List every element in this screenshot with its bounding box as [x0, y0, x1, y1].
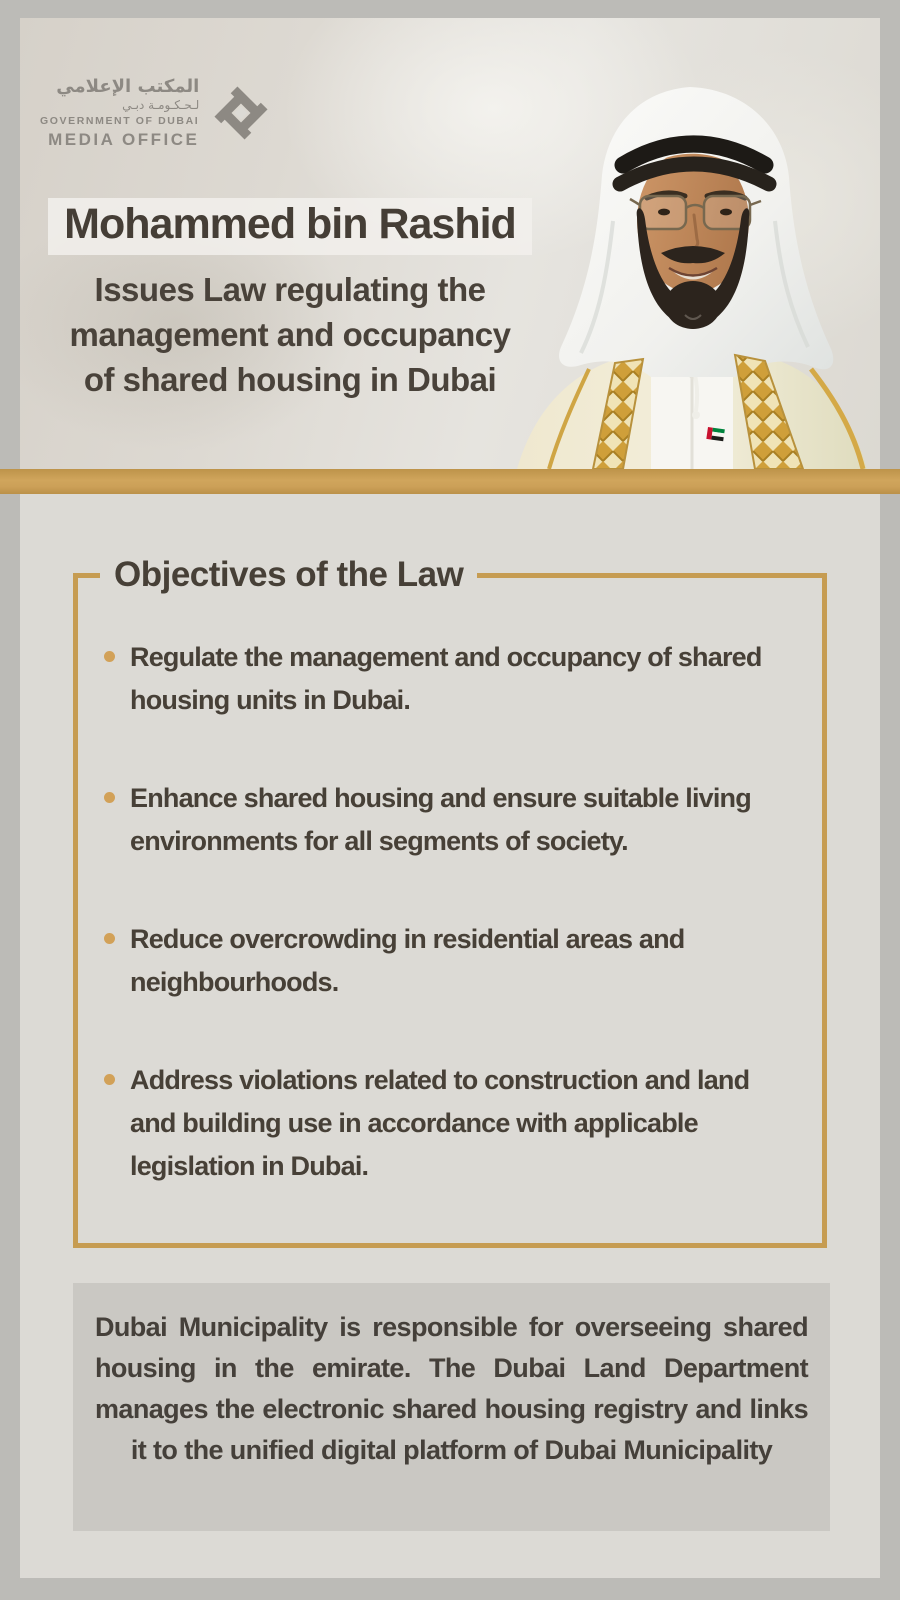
list-item [104, 636, 798, 722]
logo-arabic-line1: المكتب الإعلامي [56, 76, 200, 97]
list-item [104, 918, 798, 1004]
gold-divider-band [0, 469, 900, 494]
media-office-logo [40, 78, 269, 148]
objective-text-2: Enhance shared housing and ensure suitable living environments for all segments of society. [130, 783, 751, 856]
logo-government-line: GOVERNMENT OF DUBAI [40, 115, 200, 128]
logo-media-office-line: MEDIA OFFICE [48, 129, 200, 149]
bullet-dot-icon [104, 1074, 115, 1085]
logo-arabic-line2: لـحـكـومـة دبـي [122, 97, 200, 112]
subtitle-line-3: of shared housing in Dubai [83, 361, 497, 399]
bullet-dot-icon [104, 651, 115, 662]
objectives-section [73, 555, 827, 1248]
list-item [104, 777, 798, 863]
objective-text-4: Address violations related to construction and land and building use in accordance with applicable legislation in Dubai. [130, 1065, 750, 1181]
subtitle-line-2: management and occupancy [69, 316, 511, 354]
footer-note-text: Dubai Municipality is responsible for overseeing shared housing in the emirate. The Dubai Land Department manages the electronic shared housing registry and links it to the unified digital platform of Dubai Municipality [95, 1312, 808, 1465]
list-item [104, 1059, 798, 1188]
bullet-dot-icon [104, 792, 115, 803]
diamond-pinwheel-icon [213, 85, 269, 141]
page-title: Mohammed bin Rashid [48, 198, 532, 255]
logo-text [40, 78, 199, 148]
objective-text-1: Regulate the management and occupancy of shared housing units in Dubai. [130, 642, 762, 715]
footer-note-box [73, 1283, 830, 1531]
headline-block [35, 198, 545, 402]
bullet-dot-icon [104, 933, 115, 944]
objectives-list [78, 578, 822, 1188]
subtitle-line-1: Issues Law regulating the [94, 271, 486, 309]
headline-subtitle [35, 267, 545, 402]
objectives-heading: Objectives of the Law [100, 550, 477, 600]
hero-section [20, 18, 880, 469]
objective-text-3: Reduce overcrowding in residential areas and neighbourhoods. [130, 924, 685, 997]
portrait-photo [503, 71, 878, 469]
infographic-card [20, 18, 880, 1578]
